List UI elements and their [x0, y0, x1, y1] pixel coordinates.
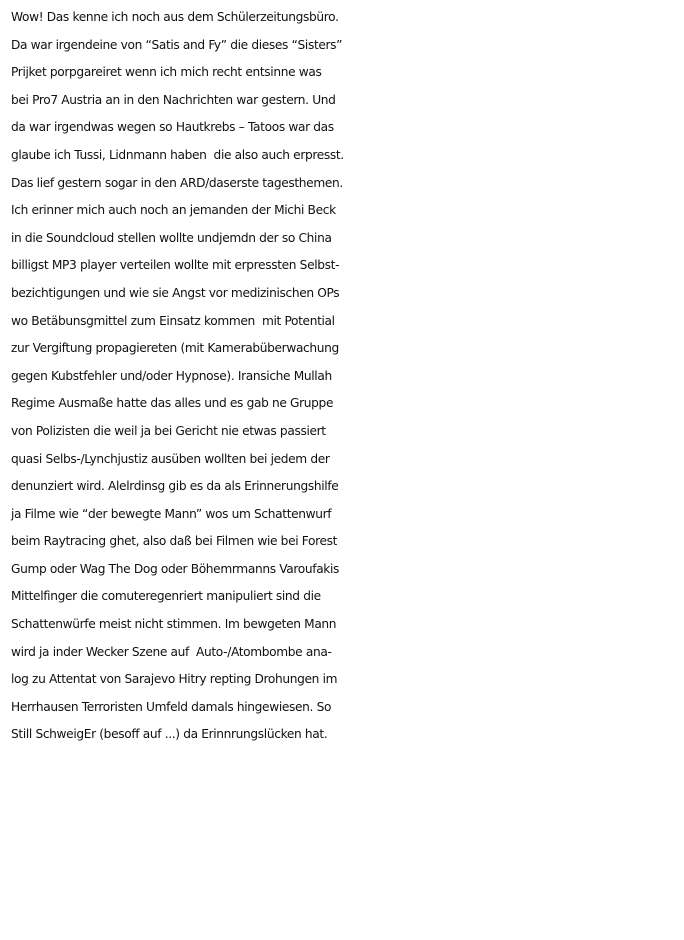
text-line: wird ja inder Wecker Szene auf Auto-/Atombombe ana- [11, 644, 332, 659]
text-line: wo Betäbunsgmittel zum Einsatz kommen mit Potential [11, 313, 335, 328]
text-line: Still SchweigEr (besoff auf ...) da Erinnrungslücken hat. [11, 727, 328, 742]
text-line: Das lief gestern sogar in den ARD/daserste tagesthemen. [11, 175, 343, 190]
text-line: Prijket porpgareiret wenn ich mich recht entsinne was [11, 65, 322, 80]
text-line: denunziert wird. Alelrdinsg gib es da als Erinnerungshilfe [11, 479, 339, 494]
text-line: Ich erinner mich auch noch an jemanden der Michi Beck [11, 203, 336, 218]
document-body-text [11, 4, 681, 749]
text-line: zur Vergiftung propagiereten (mit Kamerabüberwachung [11, 341, 339, 356]
text-line: Mittelfinger die comuteregenriert manipuliert sind die [11, 589, 321, 604]
text-line: bei Pro7 Austria an in den Nachrichten war gestern. Und [11, 92, 336, 107]
text-line: log zu Attentat von Sarajevo Hitry repting Drohungen im [11, 672, 338, 687]
text-line: in die Soundcloud stellen wollte undjemdn der so China [11, 230, 332, 245]
text-line: Gump oder Wag The Dog oder Böhemrmanns Varoufakis [11, 561, 340, 576]
text-line: bezichtigungen und wie sie Angst vor medizinischen OPs [11, 285, 340, 300]
text-line: von Polizisten die weil ja bei Gericht nie etwas passiert [11, 423, 326, 438]
text-line: Da war irgendeine von “Satis and Fy” die dieses “Sisters” [11, 37, 343, 52]
text-line: glaube ich Tussi, Lidnmann haben die also auch erpresst. [11, 147, 344, 162]
text-line: da war irgendwas wegen so Hautkrebs – Tatoos war das [11, 120, 334, 135]
text-line: gegen Kubstfehler und/oder Hypnose). Iransiche Mullah [11, 368, 332, 383]
text-line: quasi Selbs-/Lynchjustiz ausüben wollten bei jedem der [11, 451, 330, 466]
text-line: Herrhausen Terroristen Umfeld damals hingewiesen. So [11, 699, 332, 714]
text-line: ja Filme wie “der bewegte Mann” wos um Schattenwurf [11, 506, 332, 521]
text-line: Schattenwürfe meist nicht stimmen. Im bewgeten Mann [11, 617, 337, 632]
text-line: Wow! Das kenne ich noch aus dem Schülerzeitungsbüro. [11, 10, 339, 24]
text-line: beim Raytracing ghet, also daß bei Filmen wie bei Forest [11, 534, 338, 549]
text-line: Regime Ausmaße hatte das alles und es gab ne Gruppe [11, 396, 334, 411]
text-line: billigst MP3 player verteilen wollte mit erpressten Selbst- [11, 258, 340, 273]
